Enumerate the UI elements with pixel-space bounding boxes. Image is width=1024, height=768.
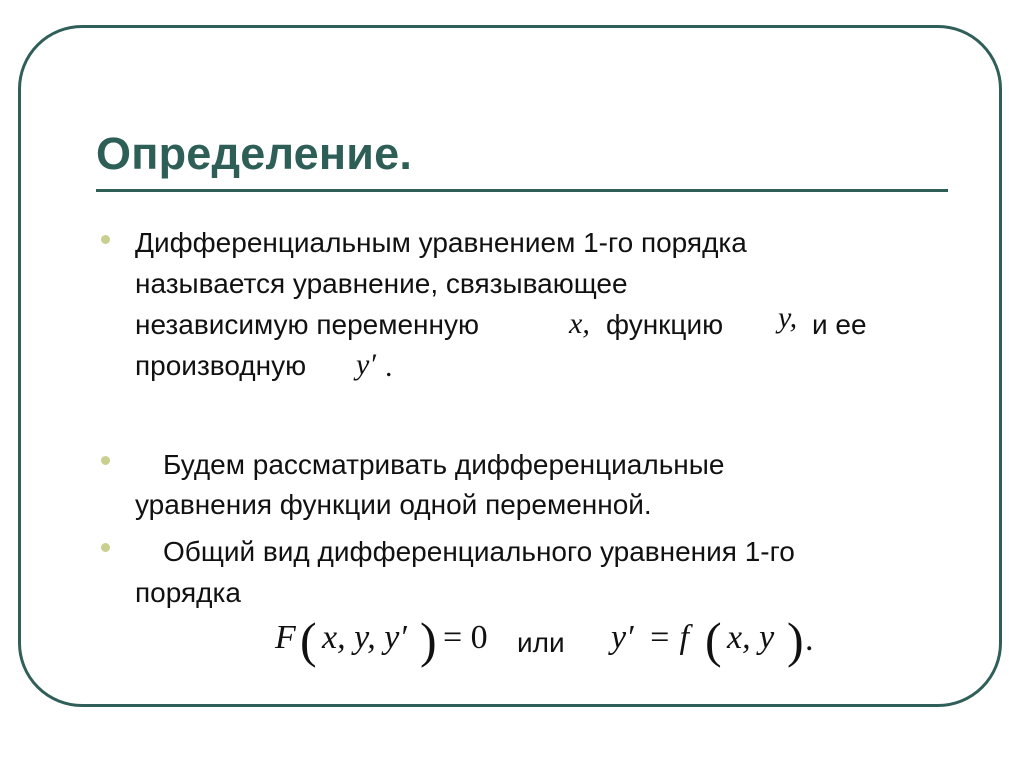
formula-eq-f: = f [648,619,689,656]
bullet-1-line-3: независимую переменную [135,309,479,340]
formula-rparen-2: ) [787,612,804,668]
bullet-3-line-1: Общий вид дифференциального уравнения 1-го [163,536,795,567]
bullet-1-line-2: называется уравнение, связывающее [135,268,628,299]
formula-period: . [805,621,814,658]
formula-y-prime: y′ [611,619,634,656]
bullet-dot-icon [101,543,110,552]
bullet-2-line-2: уравнения функции одной переменной. [135,489,652,520]
formula-lparen-2: ( [705,612,722,668]
math-period: . [385,350,393,383]
math-y-comma: y, [778,301,798,334]
bullet-1-line-3b: функцию [606,309,724,340]
bullet-dot-icon [101,235,110,244]
formula-lparen-1: ( [300,612,317,668]
math-x-comma: x, [569,307,590,340]
formula-args-1: x, y, y′ [322,619,407,656]
formula-or: или [517,627,565,658]
title-underline [96,189,948,192]
formula-args-2: x, y [727,619,775,656]
bullet-dot-icon [101,456,110,465]
formula-F: F [275,619,296,656]
bullet-3-line-2: порядка [135,577,241,608]
bullet-1-line-3c: и ее [812,309,867,340]
formula-eq-zero: = 0 [443,619,488,656]
bullet-1-line-4: производную [135,350,307,381]
math-y-prime: y′ [356,348,376,381]
slide-title: Определение. [96,128,413,179]
formula-rparen-1: ) [420,612,437,668]
bullet-2-line-1: Будем рассматривать дифференциальные [163,449,725,480]
bullet-1-line-1: Дифференциальным уравнением 1-го порядка [135,227,747,258]
